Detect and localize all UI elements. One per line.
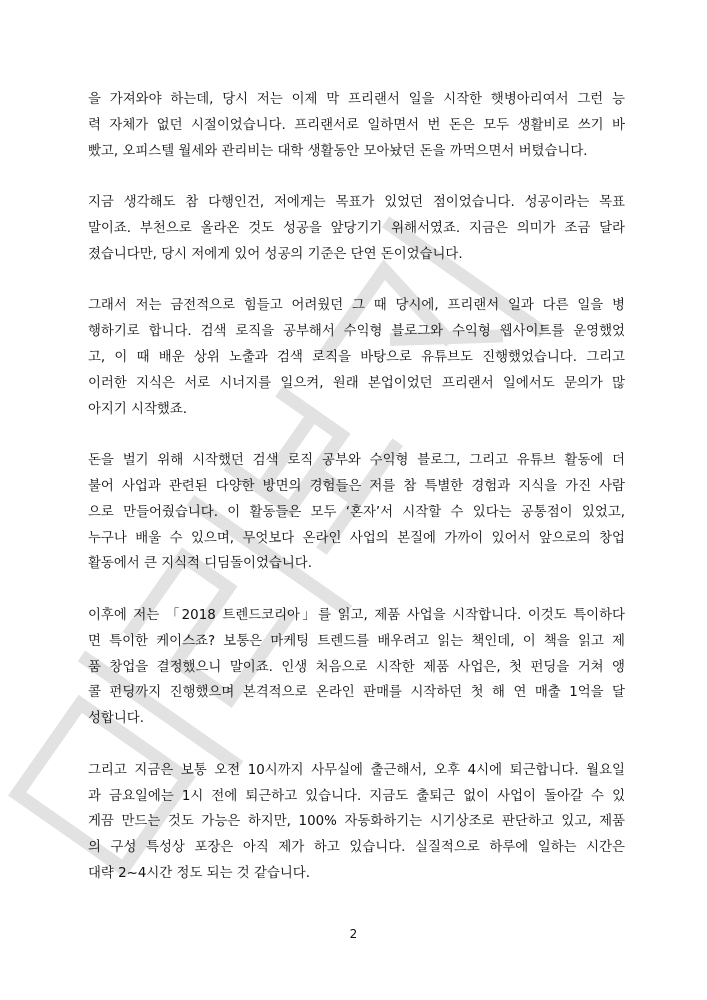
paragraph (88, 603, 625, 732)
text-line: 그리고 지금은 보통 오전 10시까지 사무실에 출근해서, 오후 4시에 퇴근합니다. 월요일 (88, 762, 625, 778)
paragraph (88, 190, 625, 267)
text-line: 이러한 지식은 서로 시너지를 일으켜, 원래 본업이었던 프리랜서 일에서도 문의가 많 (88, 375, 625, 391)
text-line: 돈을 벌기 위해 시작했던 검색 로직 공부와 수익형 블로그, 그리고 유튜브 활동에 더 (88, 453, 625, 469)
text-line: 면 특이한 케이스죠? 보통은 마케팅 트렌드를 배우려고 읽는 책인데, 이 책을 읽고 제 (88, 633, 625, 649)
paragraph (88, 448, 625, 577)
text-line: 아지기 시작했죠. (88, 401, 188, 417)
text-line: 빴고, 오피스텔 월세와 관리비는 대학 생활동안 모아놨던 돈을 까먹으면서 버텼습니다. (88, 143, 588, 159)
text-line: 지금 생각해도 참 다행인건, 저에게는 목표가 있었던 점이었습니다. 성공이라는 목표 (88, 195, 625, 211)
document-body (88, 87, 625, 913)
text-line: 불어 사업과 관련된 다양한 방면의 경험들은 저를 참 특별한 경험과 지식을 가진 사람 (88, 478, 625, 494)
text-line: 그래서 저는 금전적으로 힘들고 어려웠던 그 때 당시에, 프리랜서 일과 다른 일을 병 (88, 298, 625, 314)
text-line: 력 자체가 없던 시절이었습니다. 프리랜서로 일하면서 번 돈은 모두 생활비로 쓰기 바 (88, 117, 625, 133)
text-line: 게끔 만드는 것도 가능은 하지만, 100% 자동화하기는 시기상조로 판단하고 있고, 제품 (88, 814, 625, 830)
text-line: 이후에 저는 「2018 트렌드코리아」를 읽고, 제품 사업을 시작합니다. 이것도 특이하다 (88, 607, 625, 623)
text-line: 성합니다. (88, 711, 144, 727)
text-line: 으로 만들어줬습니다. 이 활동들은 모두 ‘혼자’서 시작할 수 있다는 공통점이 있었고, (88, 504, 625, 520)
text-line: 졌습니다만, 당시 저에게 있어 성공의 기준은 단연 돈이었습니다. (88, 246, 463, 262)
paragraph (88, 758, 625, 887)
text-line: 과 금요일에는 1시 전에 퇴근하고 있습니다. 지금도 출퇴근 없이 사업이 돌아갈 수 있 (88, 788, 625, 804)
text-line: 콜 펀딩까지 진행했으며 본격적으로 온라인 판매를 시작하던 첫 해 연 매출 1억을 달 (88, 685, 625, 701)
text-line: 대략 2~4시간 정도 되는 것 같습니다. (88, 865, 310, 881)
paragraph (88, 87, 625, 164)
paragraph (88, 293, 625, 422)
text-line: 누구나 배울 수 있으며, 무엇보다 온라인 사업의 본질에 가까이 있어서 앞으로의 창업 (88, 530, 625, 546)
text-line: 의 구성 특성상 포장은 아직 제가 하고 있습니다. 실질적으로 하루에 일하는 시간은 (88, 840, 625, 856)
text-line: 을 가져와야 하는데, 당시 저는 이제 막 프리랜서 일을 시작한 햇병아리여서 그런 능 (88, 92, 625, 107)
text-line: 품 창업을 결정했으니 말이죠. 인생 처음으로 시작한 제품 사업은, 첫 펀딩을 거쳐 앵 (88, 659, 625, 675)
text-line: 말이죠. 부천으로 올라온 것도 성공을 앞당기기 위해서였죠. 지금은 의미가 조금 달라 (88, 220, 625, 236)
text-line: 활동에서 큰 지식적 디딤돌이었습니다. (88, 556, 312, 572)
text-line: 고, 이 때 배운 상위 노출과 검색 로직을 바탕으로 유튜브도 진행했었습니다. 그리고 (88, 349, 625, 365)
page-number: 2 (349, 927, 358, 941)
text-line: 행하기로 합니다. 검색 로직을 공부해서 수익형 블로그와 수익형 웹사이트를 운영했었 (88, 324, 625, 340)
